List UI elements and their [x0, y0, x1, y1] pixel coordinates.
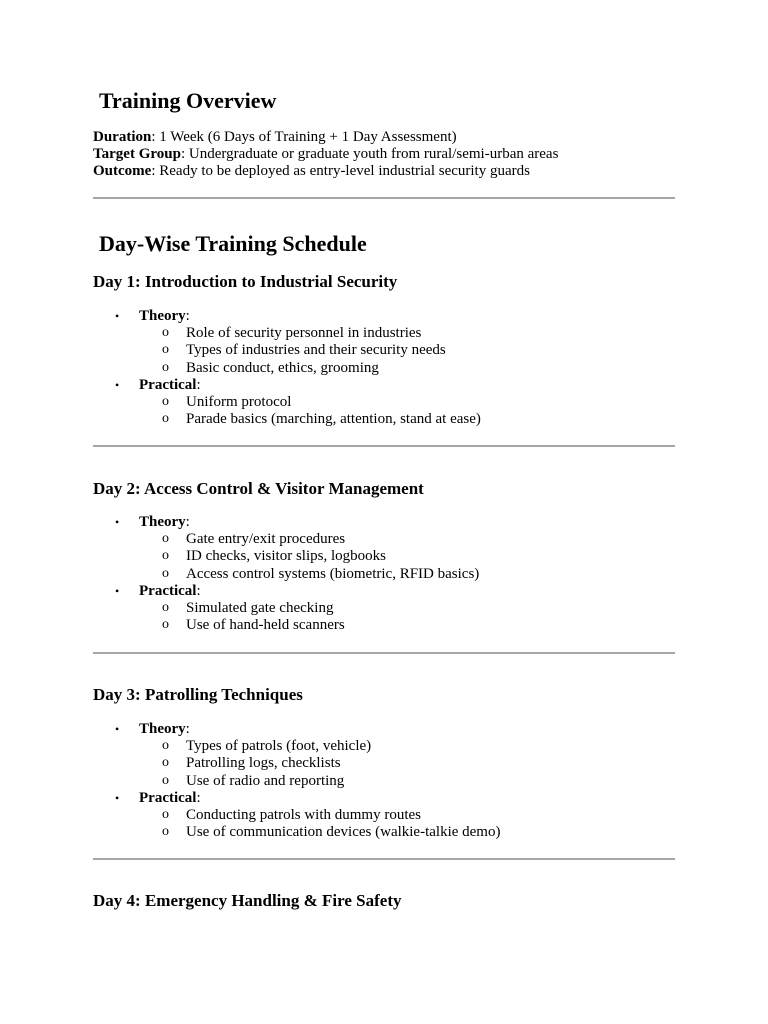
bullet-icon: • [115, 790, 120, 805]
overview-meta [93, 129, 558, 180]
circle-bullet-icon: o [162, 565, 169, 581]
divider [93, 445, 675, 447]
bullet-icon: • [115, 722, 120, 736]
meta-label: Target Group [93, 146, 181, 162]
section-label: Theory [139, 308, 186, 324]
day-title: Day 2: Access Control & Visitor Management [93, 479, 424, 498]
meta-label: Duration [93, 129, 152, 145]
bullet-icon: • [115, 377, 120, 392]
circle-bullet-icon: o [162, 738, 169, 754]
meta-duration [93, 129, 558, 146]
circle-bullet-icon: o [162, 342, 169, 358]
section-label: Practical [139, 582, 197, 599]
bullet-icon: • [115, 309, 120, 323]
meta-outcome [93, 163, 558, 180]
meta-value: : 1 Week (6 Days of Training + 1 Day Assessment) [151, 129, 457, 145]
meta-target-group [93, 146, 558, 163]
circle-bullet-icon: o [162, 548, 169, 564]
day-title: Day 1: Introduction to Industrial Security [93, 272, 398, 291]
circle-bullet-icon: o [162, 755, 169, 771]
circle-bullet-icon: o [162, 806, 169, 822]
section-label: Practical [139, 789, 197, 806]
bullet-icon: • [115, 583, 120, 598]
divider [93, 197, 675, 199]
circle-bullet-icon: o [162, 824, 169, 840]
meta-label: Outcome [93, 163, 152, 179]
circle-bullet-icon: o [162, 599, 169, 615]
section-label: Theory [139, 721, 186, 737]
circle-bullet-icon: o [162, 772, 169, 788]
circle-bullet-icon: o [162, 393, 169, 409]
section-label: Practical [139, 376, 197, 393]
circle-bullet-icon: o [162, 359, 169, 375]
day-title: Day 4: Emergency Handling & Fire Safety [93, 891, 402, 910]
overview-heading: Training Overview [99, 88, 277, 113]
meta-value: : Ready to be deployed as entry-level industrial security guards [151, 163, 530, 179]
schedule-heading: Day-Wise Training Schedule [99, 231, 367, 256]
circle-bullet-icon: o [162, 411, 169, 427]
section-label: Theory [139, 514, 186, 530]
circle-bullet-icon: o [162, 325, 169, 341]
bullet-icon: • [115, 515, 120, 529]
circle-bullet-icon: o [162, 531, 169, 547]
meta-value: : Undergraduate or graduate youth from rural/semi-urban areas [180, 146, 559, 162]
divider [93, 652, 675, 654]
day-title: Day 3: Patrolling Techniques [93, 685, 303, 704]
circle-bullet-icon: o [162, 617, 169, 633]
divider [93, 858, 675, 860]
